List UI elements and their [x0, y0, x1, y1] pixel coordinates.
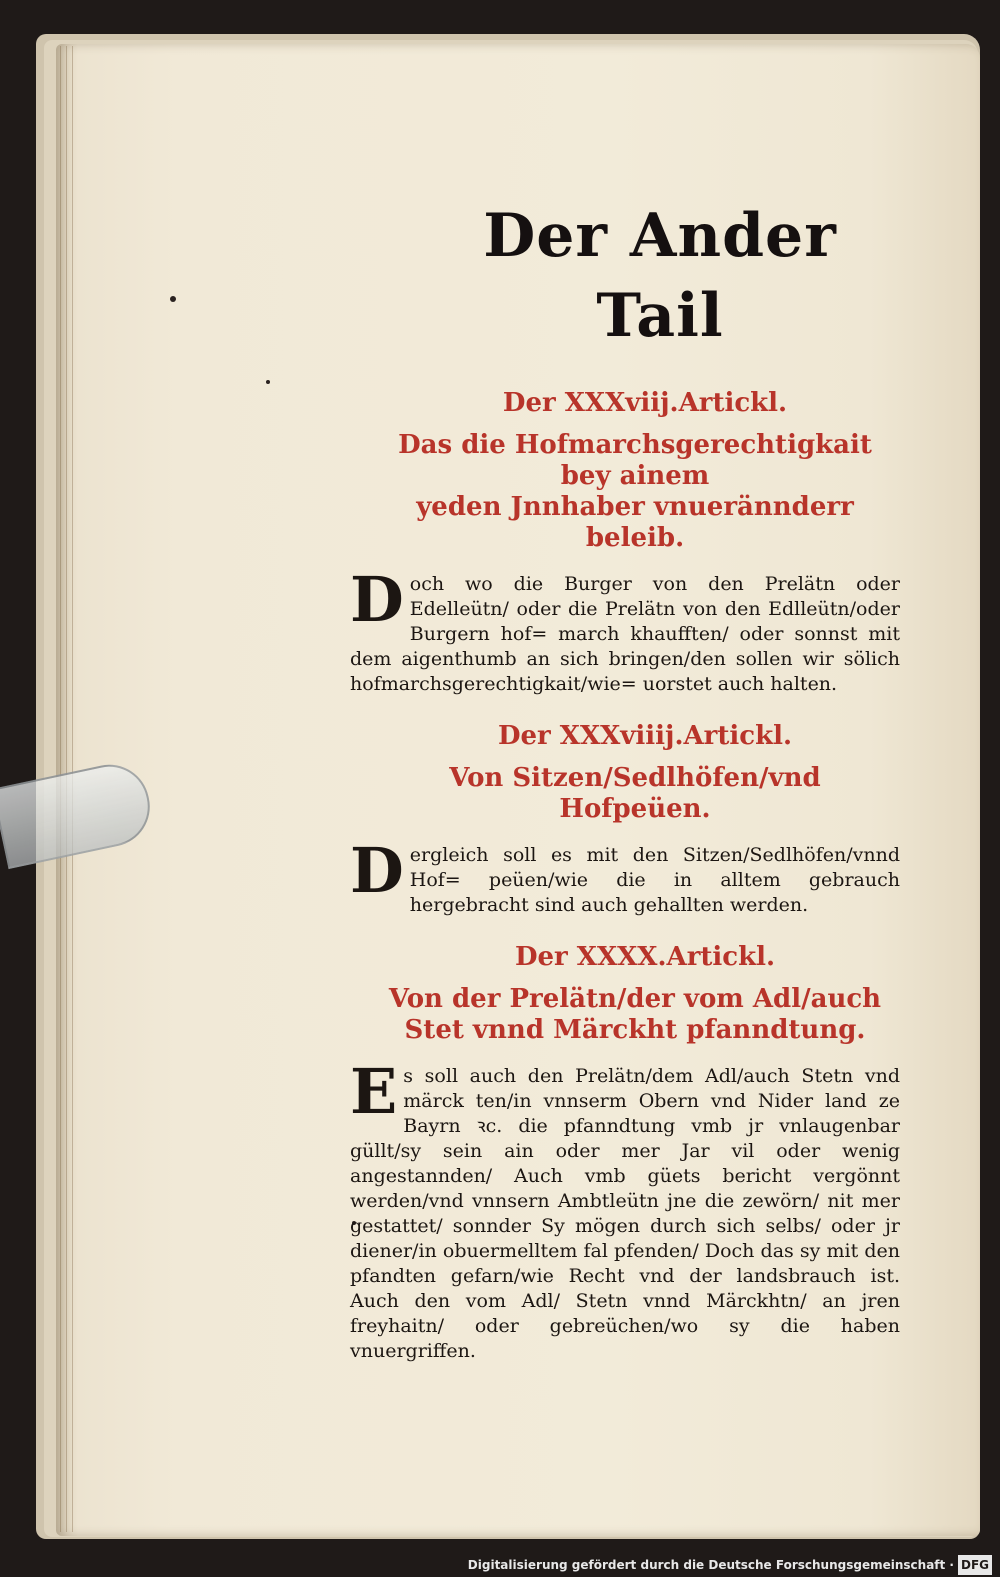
article-paragraph — [350, 834, 900, 918]
paragraph-text: ergleich soll es mit den Sitzen/Sedlhöfen/vnnd Hof= peüen/wie die in alltem gebrauch hergebracht sind auch gehallten werden. — [409, 844, 900, 916]
heading-line: Von der Prelätn/der vom Adl/auch — [388, 984, 882, 1014]
ink-spot — [170, 296, 176, 302]
footer-text: Digitalisierung gefördert durch die Deutsche Forschungsgemeinschaft · — [467, 1558, 954, 1572]
paragraph-text: och wo die Burger von den Prelätn oder Edelleütn/ oder die Prelätn von den Edlleütn/oder Burgern hof= march khaufften/ oder sonnst mit dem aigenthumb an sich bringen/den sollen wir sölich hofmarchsgerechtigkait/wie= uorstet auch halten. — [350, 573, 900, 695]
article-heading — [370, 763, 900, 825]
heading-line: Das die Hofmarchsgerechtigkait bey ainem — [398, 430, 872, 491]
heading-line: Von Sitzen/Sedlhöfen/vnd Hofpeüen. — [449, 763, 821, 824]
section-38 — [350, 386, 900, 697]
page-content — [350, 196, 900, 1386]
paragraph-text: s soll auch den Prelätn/dem Adl/auch Stetn vnd märck ten/in vnnserm Obern vnd Nider land ze Bayrn ꝛc. die pfanndtung vmb jr vnlaugenbar güllt/sy sein ain oder mer Jar vil oder wenig angestannden/ Auch vmb güets bericht vergönnt werden/vnd vnnsern Ambtleütn jne die zewörn/ nit mer gestattet/ sonnder Sy mögen durch sich selbs/ oder jr diener/in obuermelltem fal pfenden/ Doch das sy mit den pfandten gefarn/wie Recht vnd der landsbrauch ist. Auch den vom Adl/ Stetn vnnd Märckhtn/ an jren freyhaitn/ oder gebreüchen/wo sy die haben vnuergriffen. — [350, 1065, 900, 1362]
section-39 — [350, 719, 900, 918]
article-number: Der XXXX.Artickl. — [514, 942, 776, 972]
article-heading — [370, 984, 900, 1046]
article-heading — [370, 430, 900, 554]
drop-capital: E — [350, 1055, 398, 1128]
ink-spot — [266, 380, 270, 384]
drop-capital: D — [350, 563, 404, 636]
page-title: Der Ander Tail — [483, 201, 837, 351]
article-paragraph — [350, 563, 900, 697]
footer-credit — [468, 1555, 992, 1575]
drop-capital: D — [350, 834, 404, 907]
article-paragraph — [350, 1055, 900, 1364]
dfg-logo: DFG — [958, 1555, 992, 1575]
article-number: Der XXXviij.Artickl. — [502, 388, 788, 418]
article-number: Der XXXviiij.Artickl. — [497, 721, 793, 751]
section-40 — [350, 940, 900, 1364]
heading-line: yeden Jnnhaber vnuerännderr beleib. — [416, 492, 854, 553]
heading-line: Stet vnnd Märckht pfanndtung. — [404, 1015, 866, 1045]
